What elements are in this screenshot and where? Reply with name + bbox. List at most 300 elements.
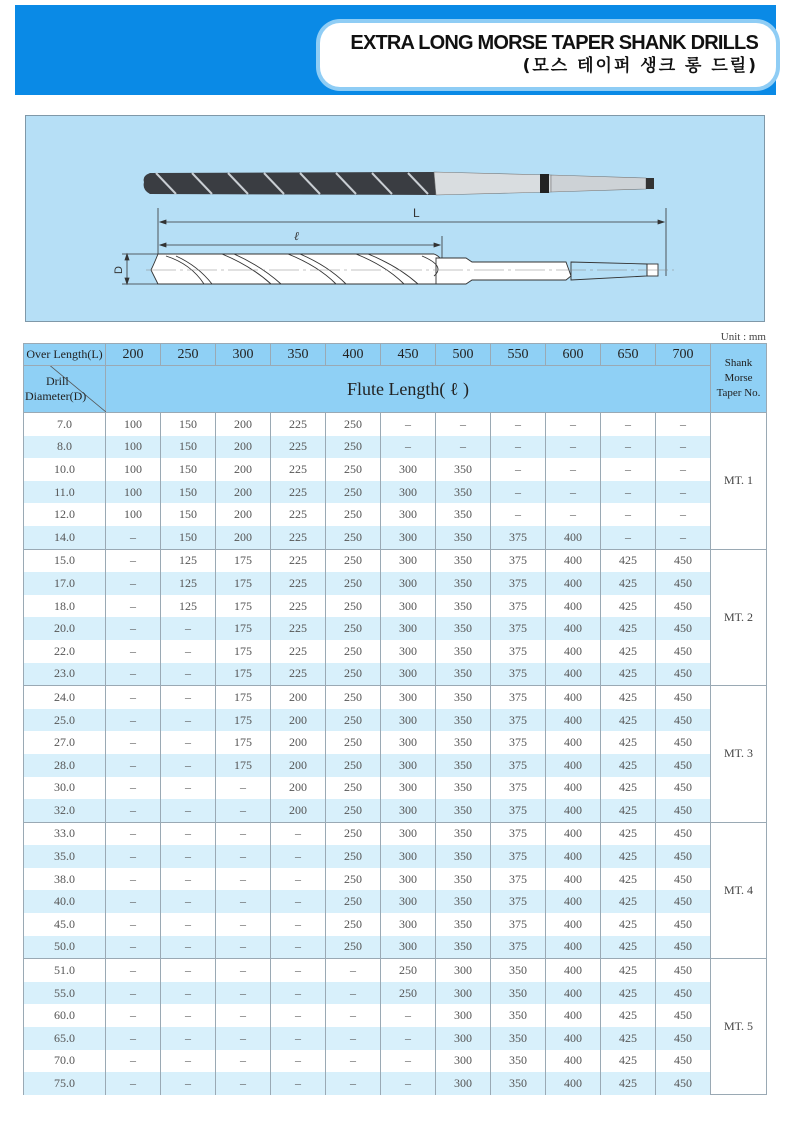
- flute-length-cell: 425: [601, 868, 656, 891]
- drill-diameter-cell: 70.0: [24, 1050, 106, 1073]
- drill-diameter-cell: 35.0: [24, 845, 106, 868]
- table-row: [24, 959, 767, 982]
- morse-taper-cell: MT. 5: [711, 959, 767, 1095]
- table-row: [24, 617, 767, 640]
- table-row: [24, 936, 767, 959]
- flute-length-cell: 250: [381, 959, 436, 982]
- flute-length-cell: 175: [216, 731, 271, 754]
- table-row: [24, 868, 767, 891]
- flute-length-cell: 250: [326, 868, 381, 891]
- flute-length-cell: 225: [271, 617, 326, 640]
- over-length-650: 650: [601, 344, 656, 366]
- flute-length-cell: 225: [271, 526, 326, 549]
- flute-length-cell: 350: [436, 890, 491, 913]
- table-row: [24, 526, 767, 549]
- morse-taper-cell: MT. 2: [711, 549, 767, 686]
- drill-diameter-cell: 25.0: [24, 709, 106, 732]
- flute-length-cell: –: [161, 1072, 216, 1095]
- flute-length-cell: –: [326, 1072, 381, 1095]
- drill-diameter-cell: 38.0: [24, 868, 106, 891]
- drill-diameter-cell: 14.0: [24, 526, 106, 549]
- spec-table: [23, 343, 767, 1095]
- flute-length-cell: 400: [546, 572, 601, 595]
- flute-length-cell: 400: [546, 617, 601, 640]
- flute-length-cell: –: [161, 936, 216, 959]
- flute-length-cell: –: [491, 481, 546, 504]
- flute-length-cell: 425: [601, 709, 656, 732]
- flute-length-cell: 300: [436, 1027, 491, 1050]
- flute-length-cell: 250: [381, 982, 436, 1005]
- table-row: [24, 640, 767, 663]
- drill-diameter-cell: 65.0: [24, 1027, 106, 1050]
- flute-length-cell: 425: [601, 663, 656, 686]
- flute-length-cell: –: [601, 481, 656, 504]
- flute-length-cell: –: [106, 640, 161, 663]
- flute-length-cell: 300: [381, 481, 436, 504]
- label-overall-length: L: [413, 206, 420, 220]
- flute-length-cell: 425: [601, 959, 656, 982]
- table-row: [24, 663, 767, 686]
- flute-length-cell: 300: [381, 822, 436, 845]
- drill-diameter-cell: 11.0: [24, 481, 106, 504]
- flute-length-cell: –: [326, 1050, 381, 1073]
- flute-length-cell: –: [271, 1027, 326, 1050]
- flute-length-cell: –: [216, 845, 271, 868]
- flute-length-cell: –: [271, 868, 326, 891]
- flute-length-cell: –: [106, 982, 161, 1005]
- flute-length-cell: 300: [381, 640, 436, 663]
- flute-length-cell: –: [161, 913, 216, 936]
- flute-length-cell: –: [436, 436, 491, 459]
- flute-length-cell: –: [271, 982, 326, 1005]
- flute-length-cell: 400: [546, 822, 601, 845]
- flute-length-cell: –: [546, 503, 601, 526]
- flute-length-cell: 250: [326, 731, 381, 754]
- drill-diameter-cell: 8.0: [24, 436, 106, 459]
- drill-diameter-cell: 30.0: [24, 777, 106, 800]
- flute-length-cell: 400: [546, 913, 601, 936]
- flute-length-cell: 400: [546, 845, 601, 868]
- flute-length-cell: 350: [436, 845, 491, 868]
- flute-length-cell: 300: [436, 982, 491, 1005]
- flute-length-cell: –: [161, 731, 216, 754]
- flute-length-cell: 350: [436, 799, 491, 822]
- flute-length-cell: 250: [326, 595, 381, 618]
- flute-length-cell: 350: [436, 640, 491, 663]
- flute-length-cell: 250: [326, 617, 381, 640]
- flute-length-cell: 225: [271, 458, 326, 481]
- flute-length-cell: 450: [656, 595, 711, 618]
- flute-length-cell: 225: [271, 549, 326, 572]
- table-row: [24, 686, 767, 709]
- flute-length-cell: 100: [106, 481, 161, 504]
- flute-length-cell: 200: [271, 777, 326, 800]
- flute-length-cell: 300: [381, 617, 436, 640]
- flute-length-cell: –: [271, 822, 326, 845]
- flute-length-cell: 400: [546, 936, 601, 959]
- table-row: [24, 799, 767, 822]
- flute-length-cell: –: [161, 686, 216, 709]
- drill-photo: [144, 172, 654, 195]
- flute-length-cell: 450: [656, 663, 711, 686]
- flute-length-cell: 350: [436, 686, 491, 709]
- flute-length-cell: –: [106, 572, 161, 595]
- flute-length-cell: 425: [601, 1050, 656, 1073]
- flute-length-cell: 425: [601, 1004, 656, 1027]
- flute-length-cell: 425: [601, 845, 656, 868]
- flute-length-cell: 400: [546, 1050, 601, 1073]
- flute-length-cell: –: [106, 822, 161, 845]
- flute-length-cell: –: [106, 595, 161, 618]
- drill-diameter-cell: 51.0: [24, 959, 106, 982]
- over-length-600: 600: [546, 344, 601, 366]
- flute-length-cell: –: [216, 868, 271, 891]
- flute-length-cell: –: [326, 982, 381, 1005]
- flute-length-cell: –: [106, 868, 161, 891]
- flute-length-cell: 350: [436, 617, 491, 640]
- flute-length-cell: –: [161, 754, 216, 777]
- title-banner: [15, 5, 776, 95]
- flute-length-cell: 400: [546, 1004, 601, 1027]
- over-length-550: 550: [491, 344, 546, 366]
- drill-diameter-cell: 15.0: [24, 549, 106, 572]
- flute-length-cell: 250: [326, 799, 381, 822]
- flute-length-cell: 400: [546, 526, 601, 549]
- flute-length-cell: 350: [436, 868, 491, 891]
- table-row: [24, 1027, 767, 1050]
- flute-length-cell: 425: [601, 822, 656, 845]
- flute-length-cell: 200: [271, 686, 326, 709]
- over-length-350: 350: [271, 344, 326, 366]
- flute-length-cell: 400: [546, 982, 601, 1005]
- drill-label-1: Drill: [46, 374, 69, 388]
- drill-line-drawing: [151, 254, 658, 284]
- label-flute-length: ℓ: [294, 229, 299, 243]
- flute-length-cell: 175: [216, 640, 271, 663]
- flute-length-cell: 200: [216, 436, 271, 459]
- flute-length-cell: 450: [656, 777, 711, 800]
- table-row: [24, 890, 767, 913]
- drill-label-2: Diameter(D): [25, 389, 87, 403]
- over-length-450: 450: [381, 344, 436, 366]
- flute-length-cell: 100: [106, 503, 161, 526]
- flute-length-cell: 200: [271, 754, 326, 777]
- unit-label: Unit : mm: [720, 331, 766, 343]
- flute-length-cell: 225: [271, 436, 326, 459]
- flute-length-cell: –: [271, 890, 326, 913]
- flute-length-cell: 375: [491, 663, 546, 686]
- flute-length-cell: –: [216, 777, 271, 800]
- drill-diameter-cell: 20.0: [24, 617, 106, 640]
- flute-length-cell: –: [656, 503, 711, 526]
- flute-length-cell: –: [106, 845, 161, 868]
- flute-length-cell: 350: [436, 481, 491, 504]
- flute-length-cell: 250: [326, 663, 381, 686]
- flute-length-cell: 300: [436, 1050, 491, 1073]
- flute-length-cell: 425: [601, 595, 656, 618]
- over-length-300: 300: [216, 344, 271, 366]
- flute-length-cell: 400: [546, 799, 601, 822]
- flute-length-cell: 375: [491, 890, 546, 913]
- flute-length-cell: 250: [326, 640, 381, 663]
- flute-length-cell: –: [161, 799, 216, 822]
- flute-length-cell: 200: [216, 458, 271, 481]
- flute-length-cell: –: [326, 1004, 381, 1027]
- flute-length-cell: –: [381, 1072, 436, 1095]
- flute-length-cell: –: [161, 868, 216, 891]
- flute-length-cell: 375: [491, 777, 546, 800]
- flute-length-cell: –: [601, 436, 656, 459]
- flute-length-cell: –: [106, 890, 161, 913]
- flute-length-cell: 450: [656, 868, 711, 891]
- table-row: [24, 458, 767, 481]
- flute-length-cell: –: [656, 458, 711, 481]
- flute-length-cell: 450: [656, 617, 711, 640]
- flute-length-cell: –: [271, 845, 326, 868]
- flute-length-cell: –: [601, 526, 656, 549]
- flute-length-cell: 400: [546, 595, 601, 618]
- flute-length-cell: –: [161, 982, 216, 1005]
- flute-length-cell: 350: [436, 731, 491, 754]
- flute-length-cell: –: [271, 1050, 326, 1073]
- flute-length-cell: 300: [381, 868, 436, 891]
- flute-length-cell: –: [326, 959, 381, 982]
- flute-length-cell: –: [216, 982, 271, 1005]
- flute-length-cell: –: [161, 617, 216, 640]
- title-box: [320, 23, 776, 87]
- flute-length-cell: 250: [326, 549, 381, 572]
- flute-length-cell: 350: [491, 1027, 546, 1050]
- table-row: [24, 595, 767, 618]
- flute-length-cell: 300: [381, 526, 436, 549]
- flute-length-cell: 375: [491, 549, 546, 572]
- flute-length-cell: –: [216, 1050, 271, 1073]
- flute-length-cell: 150: [161, 413, 216, 436]
- flute-length-cell: 250: [326, 754, 381, 777]
- drill-diameter-cell: 28.0: [24, 754, 106, 777]
- flute-length-cell: –: [546, 413, 601, 436]
- flute-length-cell: –: [271, 1072, 326, 1095]
- flute-length-cell: 425: [601, 731, 656, 754]
- flute-length-cell: 350: [436, 458, 491, 481]
- flute-length-cell: –: [656, 436, 711, 459]
- flute-length-cell: 250: [326, 458, 381, 481]
- flute-length-cell: –: [216, 1004, 271, 1027]
- shank-label-2: Morse: [724, 371, 753, 384]
- flute-length-cell: 450: [656, 1027, 711, 1050]
- flute-length-cell: 400: [546, 663, 601, 686]
- over-length-400: 400: [326, 344, 381, 366]
- flute-length-cell: –: [106, 913, 161, 936]
- flute-length-cell: 250: [326, 709, 381, 732]
- shank-taper-header: [711, 344, 767, 413]
- flute-length-cell: 425: [601, 913, 656, 936]
- flute-length-cell: 225: [271, 640, 326, 663]
- flute-length-cell: 150: [161, 481, 216, 504]
- flute-length-cell: 300: [381, 754, 436, 777]
- flute-length-cell: –: [601, 458, 656, 481]
- drill-illustration: [26, 116, 764, 321]
- flute-length-cell: 175: [216, 572, 271, 595]
- table-row: [24, 436, 767, 459]
- flute-length-cell: 250: [326, 822, 381, 845]
- flute-length-cell: –: [601, 413, 656, 436]
- flute-length-cell: 350: [436, 503, 491, 526]
- table-row: [24, 1004, 767, 1027]
- drill-diameter-cell: 40.0: [24, 890, 106, 913]
- flute-length-cell: 400: [546, 686, 601, 709]
- flute-length-cell: –: [161, 822, 216, 845]
- flute-length-cell: 400: [546, 731, 601, 754]
- flute-length-cell: 250: [326, 413, 381, 436]
- flute-length-cell: 375: [491, 640, 546, 663]
- flute-length-cell: –: [161, 640, 216, 663]
- flute-length-cell: 150: [161, 503, 216, 526]
- flute-length-cell: 225: [271, 572, 326, 595]
- flute-length-cell: 250: [326, 686, 381, 709]
- flute-length-cell: 200: [216, 526, 271, 549]
- flute-length-cell: 250: [326, 436, 381, 459]
- over-length-250: 250: [161, 344, 216, 366]
- flute-length-cell: –: [546, 458, 601, 481]
- flute-length-cell: 375: [491, 799, 546, 822]
- flute-length-cell: 300: [436, 1004, 491, 1027]
- flute-length-cell: 425: [601, 1027, 656, 1050]
- flute-length-cell: 375: [491, 754, 546, 777]
- flute-length-cell: –: [106, 1050, 161, 1073]
- flute-length-cell: 225: [271, 503, 326, 526]
- flute-length-cell: 425: [601, 549, 656, 572]
- flute-length-cell: –: [161, 845, 216, 868]
- flute-length-cell: 300: [436, 959, 491, 982]
- flute-length-cell: 225: [271, 595, 326, 618]
- flute-length-cell: –: [381, 1004, 436, 1027]
- flute-length-cell: –: [381, 436, 436, 459]
- flute-length-cell: 450: [656, 754, 711, 777]
- flute-length-cell: 450: [656, 845, 711, 868]
- flute-length-cell: –: [106, 663, 161, 686]
- flute-length-cell: –: [106, 1027, 161, 1050]
- over-length-header: Over Length(L): [24, 344, 106, 366]
- flute-length-cell: 250: [326, 777, 381, 800]
- flute-length-cell: 350: [436, 595, 491, 618]
- flute-length-cell: 300: [381, 709, 436, 732]
- flute-length-cell: 175: [216, 549, 271, 572]
- flute-length-cell: –: [106, 731, 161, 754]
- over-length-700: 700: [656, 344, 711, 366]
- over-length-200: 200: [106, 344, 161, 366]
- flute-length-cell: –: [271, 936, 326, 959]
- flute-length-cell: 450: [656, 890, 711, 913]
- drill-diameter-cell: 17.0: [24, 572, 106, 595]
- drill-diameter-cell: 10.0: [24, 458, 106, 481]
- flute-length-cell: 450: [656, 572, 711, 595]
- flute-length-cell: 450: [656, 936, 711, 959]
- flute-length-cell: 400: [546, 1072, 601, 1095]
- drill-diameter-cell: 50.0: [24, 936, 106, 959]
- flute-length-cell: 450: [656, 1004, 711, 1027]
- table-row: [24, 1050, 767, 1073]
- flute-length-cell: 400: [546, 890, 601, 913]
- flute-length-cell: 450: [656, 913, 711, 936]
- flute-length-cell: 300: [381, 503, 436, 526]
- flute-length-cell: 300: [381, 777, 436, 800]
- flute-length-cell: –: [491, 503, 546, 526]
- flute-length-cell: 125: [161, 549, 216, 572]
- flute-length-cell: 300: [381, 595, 436, 618]
- flute-length-cell: 450: [656, 822, 711, 845]
- drill-diameter-cell: 75.0: [24, 1072, 106, 1095]
- drill-diameter-cell: 23.0: [24, 663, 106, 686]
- flute-length-cell: 375: [491, 709, 546, 732]
- flute-length-cell: –: [161, 709, 216, 732]
- flute-length-cell: 425: [601, 799, 656, 822]
- flute-length-cell: –: [326, 1027, 381, 1050]
- flute-length-cell: 400: [546, 959, 601, 982]
- flute-length-cell: –: [216, 959, 271, 982]
- flute-length-cell: 450: [656, 799, 711, 822]
- table-row: [24, 549, 767, 572]
- flute-length-cell: 150: [161, 526, 216, 549]
- flute-length-cell: 400: [546, 777, 601, 800]
- flute-length-cell: –: [106, 549, 161, 572]
- flute-length-cell: 450: [656, 640, 711, 663]
- flute-length-cell: 375: [491, 526, 546, 549]
- flute-length-cell: 175: [216, 709, 271, 732]
- flute-length-cell: 425: [601, 777, 656, 800]
- flute-length-cell: 300: [381, 572, 436, 595]
- flute-length-cell: 350: [491, 1050, 546, 1073]
- drill-diameter-cell: 7.0: [24, 413, 106, 436]
- flute-length-cell: –: [216, 822, 271, 845]
- flute-length-cell: 300: [381, 936, 436, 959]
- flute-length-cell: –: [381, 1027, 436, 1050]
- flute-length-cell: 200: [216, 503, 271, 526]
- flute-length-cell: –: [106, 686, 161, 709]
- flute-length-cell: –: [491, 413, 546, 436]
- flute-length-cell: –: [216, 1027, 271, 1050]
- flute-length-cell: 450: [656, 731, 711, 754]
- flute-length-cell: 450: [656, 709, 711, 732]
- flute-length-cell: 150: [161, 436, 216, 459]
- table-row: [24, 913, 767, 936]
- flute-length-cell: –: [216, 936, 271, 959]
- flute-length-cell: 300: [381, 686, 436, 709]
- flute-length-cell: 350: [436, 777, 491, 800]
- flute-length-cell: 425: [601, 890, 656, 913]
- flute-length-cell: –: [106, 799, 161, 822]
- flute-length-cell: 300: [381, 799, 436, 822]
- flute-length-cell: 300: [381, 913, 436, 936]
- flute-length-cell: 425: [601, 936, 656, 959]
- flute-length-cell: –: [106, 526, 161, 549]
- flute-length-cell: 250: [326, 913, 381, 936]
- flute-length-cell: 150: [161, 458, 216, 481]
- flute-length-cell: 175: [216, 663, 271, 686]
- flute-length-cell: 250: [326, 890, 381, 913]
- flute-length-cell: 175: [216, 595, 271, 618]
- flute-length-cell: –: [216, 913, 271, 936]
- flute-length-cell: –: [271, 1004, 326, 1027]
- flute-length-cell: 425: [601, 1072, 656, 1095]
- flute-length-cell: 375: [491, 845, 546, 868]
- flute-length-cell: 300: [381, 663, 436, 686]
- flute-length-cell: 350: [436, 936, 491, 959]
- flute-length-cell: 175: [216, 686, 271, 709]
- flute-length-cell: 425: [601, 640, 656, 663]
- flute-length-cell: –: [436, 413, 491, 436]
- flute-length-cell: 250: [326, 526, 381, 549]
